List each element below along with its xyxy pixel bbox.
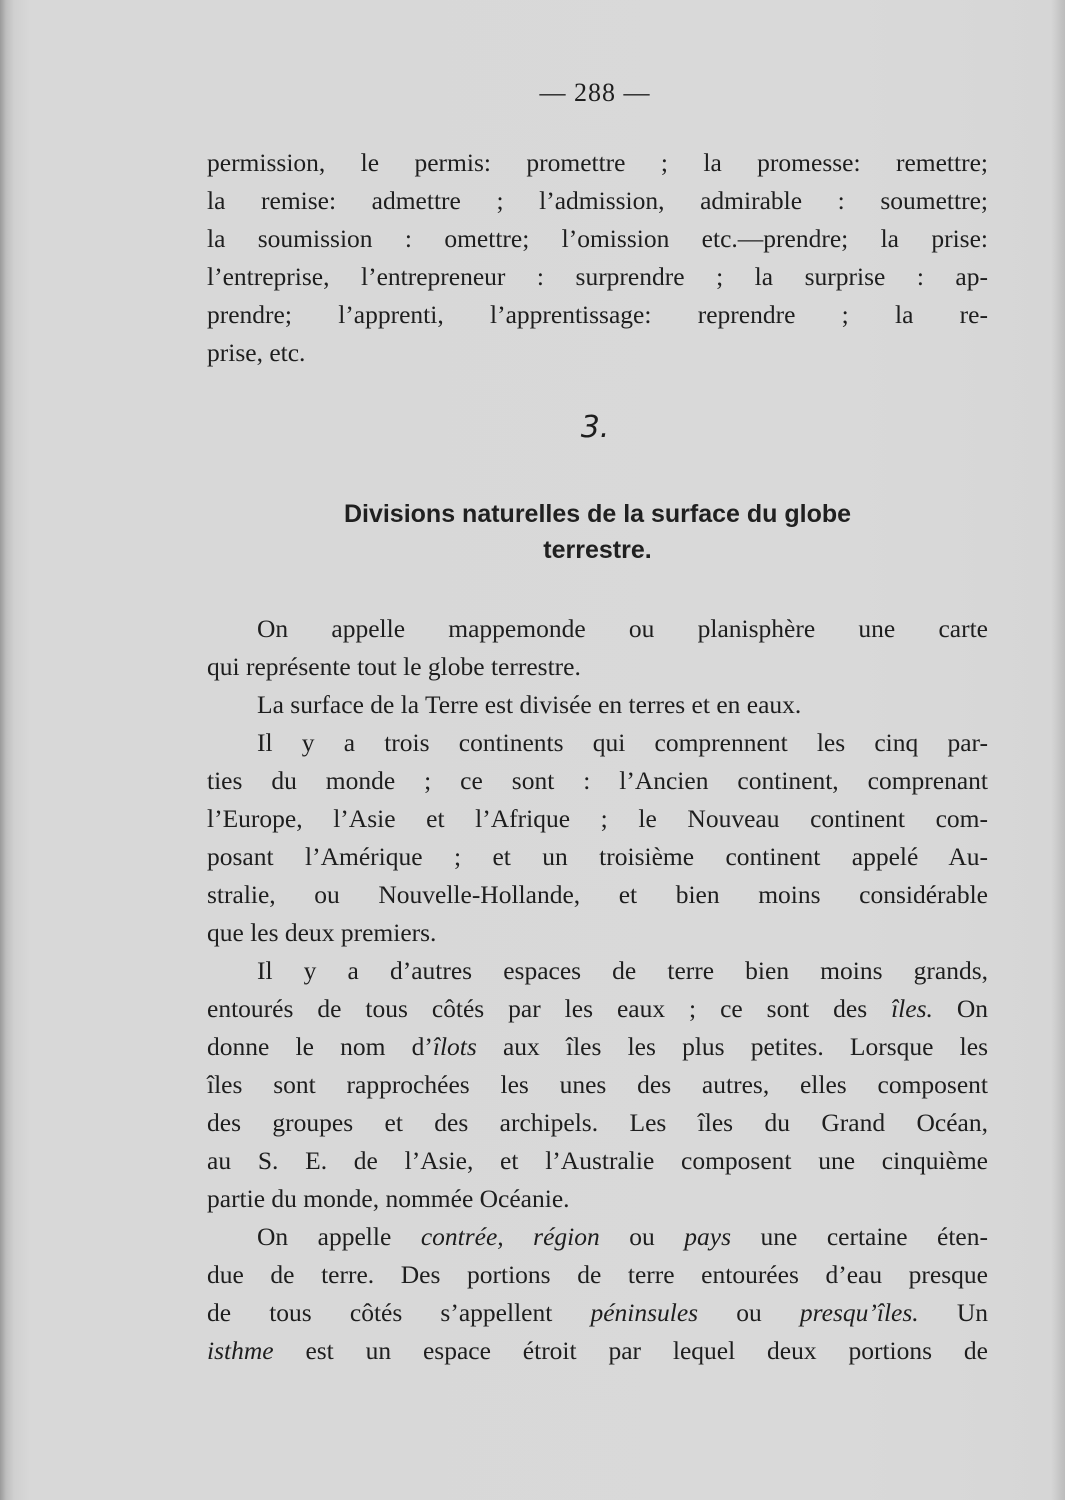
text-line: Il y a trois continents qui comprennent les cinq par-	[257, 728, 988, 757]
text-line: posant l’Amérique ; et un troisième continent appelé Au-	[207, 842, 988, 871]
text-line	[207, 1294, 988, 1332]
text-line: Il y a d’autres espaces de terre bien moins grands,	[257, 956, 988, 985]
text-line: permission, le permis: promettre ; la promesse: remettre;	[207, 148, 988, 177]
body-text	[207, 610, 988, 1370]
text-line: La surface de la Terre est divisée en terres et en eaux.	[257, 690, 802, 719]
text-run: entourés de tous côtés par les eaux ; ce sont des	[207, 994, 892, 1023]
text-run: On appelle	[257, 1222, 421, 1251]
intro-paragraph	[207, 144, 988, 372]
text-run: Un	[918, 1298, 988, 1327]
text-run: ou	[698, 1298, 800, 1327]
text-line: l’entreprise, l’entrepreneur : surprendre ; la surprise : ap-	[207, 262, 988, 291]
text-line: stralie, ou Nouvelle-Hollande, et bien moins considérable	[207, 880, 988, 909]
text-line: ties du monde ; ce sont : l’Ancien continent, comprenant	[207, 766, 988, 795]
text-line: prise, etc.	[207, 338, 306, 367]
text-line: des groupes et des archipels. Les îles du Grand Océan,	[207, 1108, 988, 1137]
text-run: de tous côtés s’appellent	[207, 1298, 591, 1327]
text-line	[207, 1218, 988, 1256]
italic-term: péninsules	[590, 1298, 699, 1327]
italic-term: îles.	[891, 994, 933, 1023]
text-line: qui représente tout le globe terrestre.	[207, 652, 581, 681]
section-title-line: Divisions naturelles de la surface du globe	[343, 500, 852, 528]
section-number: 3.	[580, 410, 610, 445]
text-line: au S. E. de l’Asie, et l’Australie composent une cinquième	[207, 1146, 988, 1175]
text-line: partie du monde, nommée Océanie.	[207, 1184, 570, 1213]
section-title-line: terrestre.	[543, 536, 652, 564]
text-run: On	[932, 994, 988, 1023]
text-line	[207, 1332, 988, 1370]
text-line: prendre; l’apprenti, l’apprentissage: reprendre ; la re-	[207, 300, 988, 329]
text-run: est un espace étroit par lequel deux portions de	[273, 1336, 988, 1365]
italic-term: îlots	[432, 1032, 477, 1061]
text-line: la remise: admettre ; l’admission, admirable : soumettre;	[207, 186, 988, 215]
italic-term: presqu’îles.	[799, 1298, 919, 1327]
section-title	[207, 496, 988, 568]
text-run: une certaine éten-	[731, 1222, 988, 1251]
text-run: donne le nom d’	[207, 1032, 433, 1061]
text-run: ou	[599, 1222, 685, 1251]
text-line: due de terre. Des portions de terre entourées d’eau presque	[207, 1260, 988, 1289]
text-line: On appelle mappemonde ou planisphère une carte	[257, 614, 988, 643]
text-line: que les deux premiers.	[207, 918, 437, 947]
italic-term: pays	[684, 1222, 731, 1251]
page-number: — 288 —	[539, 78, 651, 107]
text-line	[207, 1028, 988, 1066]
text-line: l’Europe, l’Asie et l’Afrique ; le Nouveau continent com-	[207, 804, 988, 833]
text-line	[207, 990, 988, 1028]
text-line: la soumission : omettre; l’omission etc.—prendre; la prise:	[207, 224, 988, 253]
text-line: îles sont rapprochées les unes des autres, elles composent	[207, 1070, 988, 1099]
page-edge	[1051, 0, 1065, 1500]
italic-term: contrée, région	[420, 1222, 600, 1251]
text-run: aux îles les plus petites. Lorsque les	[476, 1032, 988, 1061]
italic-term: isthme	[207, 1336, 274, 1365]
